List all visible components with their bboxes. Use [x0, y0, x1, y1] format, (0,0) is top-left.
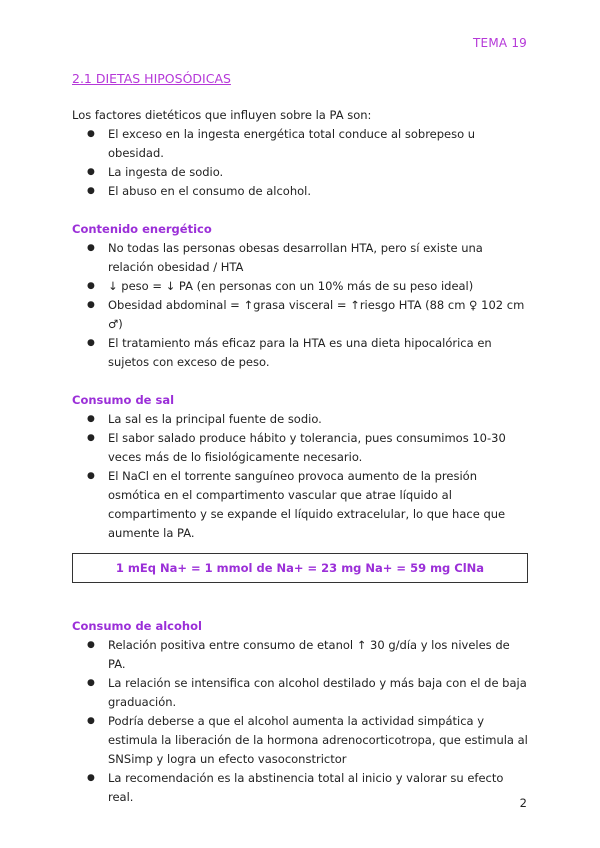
- intro-text: Los factores dietéticos que influyen sobre la PA son:: [72, 108, 372, 122]
- section-title: 2.1 DIETAS HIPOSÓDICAS: [72, 71, 231, 86]
- list-item: ● Relación positiva entre consumo de etanol ↑ 30 g/día y los niveles de PA.: [72, 636, 528, 674]
- list-item: ● El exceso en la ingesta energética total conduce al sobrepeso u obesidad.: [72, 125, 528, 163]
- list-item: ● Podría deberse a que el alcohol aumenta la actividad simpática y estimula la liberación de la hormona adrenocorticotropa, que estimula al SNSimp y logra un efecto vasoconstrictor: [72, 712, 528, 769]
- list-item: ● El abuso en el consumo de alcohol.: [72, 182, 528, 201]
- spacer: [72, 201, 528, 220]
- list-item: ● La relación se intensifica con alcohol destilado y más baja con el de baja graduación.: [72, 674, 528, 712]
- list-item: ● ↓ peso = ↓ PA (en personas con un 10% más de su peso ideal): [72, 277, 528, 296]
- list-item: ● El sabor salado produce hábito y tolerancia, pues consumimos 10-30 veces más de lo fisiológicamente necesario.: [72, 429, 528, 467]
- document-body: [72, 106, 528, 807]
- spacer: [72, 372, 528, 391]
- formula-box: 1 mEq Na+ = 1 mmol de Na+ = 23 mg Na+ = 59 mg ClNa: [72, 553, 528, 583]
- spacer: [72, 583, 528, 617]
- list-item: ● La ingesta de sodio.: [72, 163, 528, 182]
- sal-list: [72, 410, 528, 543]
- subheading-energetico: Contenido energético: [72, 222, 212, 236]
- list-item: ● La recomendación es la abstinencia total al inicio y valorar su efecto real.: [72, 769, 528, 807]
- list-item: ● Obesidad abdominal = ↑grasa visceral = ↑riesgo HTA (88 cm ♀ 102 cm ♂): [72, 296, 528, 334]
- page-number: 2: [519, 796, 527, 810]
- subheading-alcohol: Consumo de alcohol: [72, 619, 202, 633]
- list-item: ● No todas las personas obesas desarrollan HTA, pero sí existe una relación obesidad / HTA: [72, 239, 528, 277]
- list-item: ● El tratamiento más eficaz para la HTA es una dieta hipocalórica en sujetos con exceso de peso.: [72, 334, 528, 372]
- alcohol-list: [72, 636, 528, 807]
- energetico-list: [72, 239, 528, 372]
- subheading-sal: Consumo de sal: [72, 393, 175, 407]
- list-item: ● El NaCl en el torrente sanguíneo provoca aumento de la presión osmótica en el compartimento vascular que atrae líquido al compartimento y se expande el líquido extracelular, lo que hace que aumente la PA.: [72, 467, 528, 543]
- header-topic-label: TEMA 19: [473, 36, 527, 50]
- intro-list: [72, 125, 528, 201]
- list-item: ● La sal es la principal fuente de sodio.: [72, 410, 528, 429]
